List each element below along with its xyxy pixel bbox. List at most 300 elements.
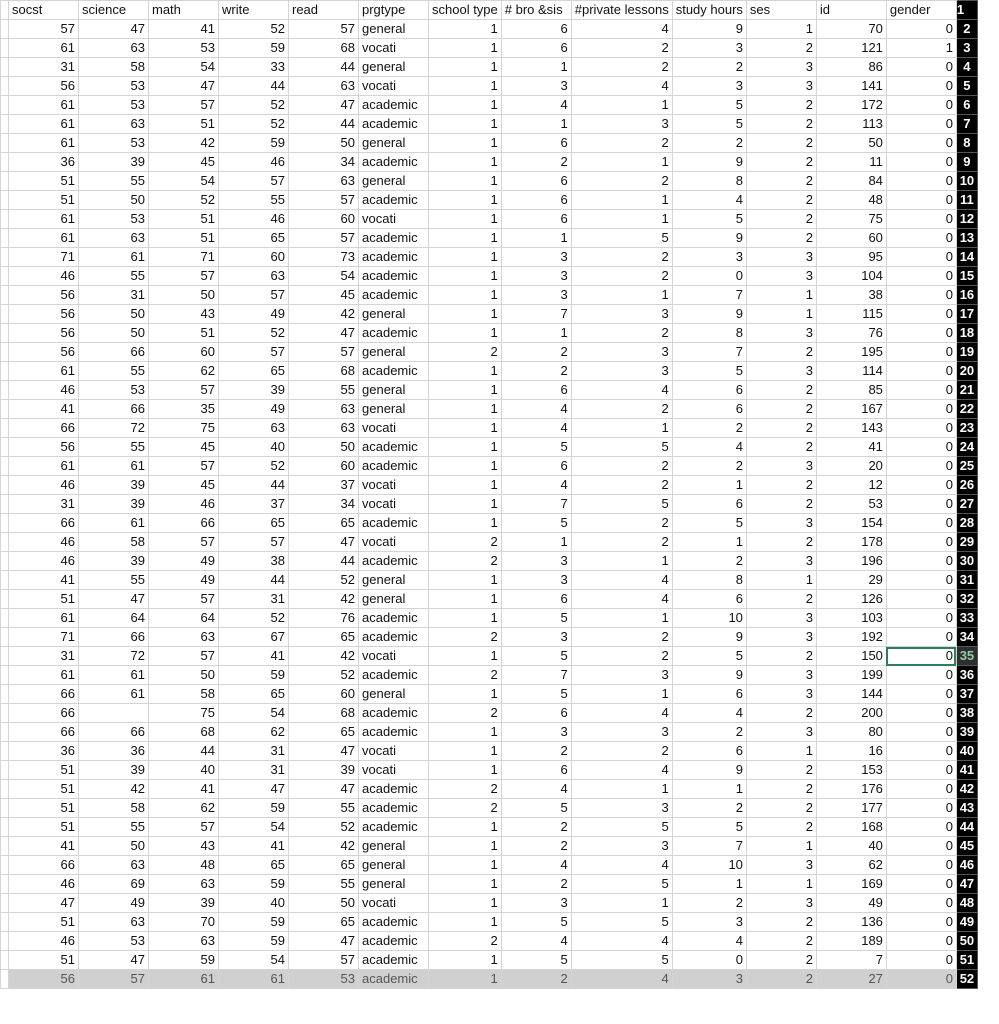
table-cell[interactable]: vocati <box>359 742 429 761</box>
table-cell[interactable]: 71 <box>9 248 79 267</box>
table-cell[interactable]: 58 <box>79 58 149 77</box>
row-number[interactable]: 17 <box>956 305 977 324</box>
table-cell[interactable]: 3 <box>746 685 816 704</box>
table-cell[interactable]: 41 <box>149 780 219 799</box>
table-cell[interactable]: 65 <box>219 685 289 704</box>
table-cell[interactable]: 52 <box>289 571 359 590</box>
table-cell[interactable]: 2 <box>571 647 672 666</box>
table-cell[interactable]: 7 <box>501 495 571 514</box>
table-cell[interactable]: academic <box>359 552 429 571</box>
table-cell[interactable]: 0 <box>886 970 956 989</box>
table-cell[interactable]: 5 <box>672 818 746 837</box>
table-cell[interactable]: 48 <box>816 191 886 210</box>
table-cell[interactable]: academic <box>359 96 429 115</box>
table-cell[interactable]: 5 <box>571 875 672 894</box>
table-cell[interactable]: 0 <box>886 780 956 799</box>
table-cell[interactable]: 63 <box>289 172 359 191</box>
table-cell[interactable]: 61 <box>79 514 149 533</box>
table-cell[interactable]: 50 <box>289 894 359 913</box>
table-cell[interactable]: 66 <box>9 704 79 723</box>
table-cell[interactable]: 36 <box>9 153 79 172</box>
table-cell[interactable]: 47 <box>79 590 149 609</box>
table-cell[interactable]: 65 <box>219 514 289 533</box>
table-cell[interactable]: 52 <box>219 609 289 628</box>
table-cell[interactable]: 1 <box>571 685 672 704</box>
table-cell[interactable]: 0 <box>886 685 956 704</box>
table-cell[interactable]: 57 <box>79 970 149 989</box>
table-cell[interactable]: 66 <box>9 514 79 533</box>
table-cell[interactable]: 1 <box>429 248 502 267</box>
table-cell[interactable]: 54 <box>219 951 289 970</box>
row-number[interactable]: 32 <box>956 590 977 609</box>
table-cell[interactable]: 1 <box>429 134 502 153</box>
row-number[interactable]: 13 <box>956 229 977 248</box>
table-cell[interactable]: 56 <box>9 77 79 96</box>
table-cell[interactable]: 1 <box>429 837 502 856</box>
table-cell[interactable]: 44 <box>289 552 359 571</box>
table-cell[interactable]: 60 <box>289 457 359 476</box>
table-cell[interactable]: 1 <box>571 780 672 799</box>
table-cell[interactable]: 49 <box>149 552 219 571</box>
table-cell[interactable]: 57 <box>149 590 219 609</box>
table-cell[interactable]: 59 <box>219 39 289 58</box>
table-cell[interactable]: 5 <box>672 210 746 229</box>
table-cell[interactable]: 0 <box>672 951 746 970</box>
table-cell[interactable]: 51 <box>9 172 79 191</box>
table-cell[interactable]: 2 <box>571 742 672 761</box>
table-cell[interactable]: general <box>359 685 429 704</box>
table-cell[interactable]: 1 <box>429 96 502 115</box>
column-header[interactable]: math <box>149 1 219 20</box>
table-cell[interactable]: 59 <box>149 951 219 970</box>
table-cell[interactable]: 49 <box>219 305 289 324</box>
table-cell[interactable]: 0 <box>886 96 956 115</box>
table-cell[interactable]: 3 <box>501 894 571 913</box>
table-cell[interactable]: 47 <box>219 780 289 799</box>
table-cell[interactable]: 47 <box>289 742 359 761</box>
table-cell[interactable]: 2 <box>571 533 672 552</box>
table-cell[interactable]: 2 <box>501 970 571 989</box>
table-cell[interactable]: 51 <box>149 229 219 248</box>
table-cell[interactable]: 41 <box>9 400 79 419</box>
table-cell[interactable]: 54 <box>149 58 219 77</box>
table-cell[interactable]: 1 <box>429 571 502 590</box>
table-cell[interactable]: 196 <box>816 552 886 571</box>
table-cell[interactable]: 57 <box>9 20 79 39</box>
table-cell[interactable]: 4 <box>571 571 672 590</box>
table-cell[interactable]: 143 <box>816 419 886 438</box>
table-cell[interactable]: 34 <box>289 495 359 514</box>
row-number[interactable]: 31 <box>956 571 977 590</box>
table-cell[interactable]: 1 <box>746 742 816 761</box>
table-cell[interactable]: 0 <box>886 77 956 96</box>
table-cell[interactable]: 45 <box>149 438 219 457</box>
table-cell[interactable]: 37 <box>219 495 289 514</box>
table-cell[interactable]: 59 <box>219 913 289 932</box>
table-cell[interactable]: 2 <box>672 134 746 153</box>
table-cell[interactable]: 2 <box>746 419 816 438</box>
table-cell[interactable]: 53 <box>79 134 149 153</box>
table-cell[interactable]: 5 <box>501 647 571 666</box>
table-cell[interactable]: 7 <box>816 951 886 970</box>
table-cell[interactable]: 0 <box>886 951 956 970</box>
table-cell[interactable]: 55 <box>289 875 359 894</box>
table-cell[interactable]: 2 <box>746 476 816 495</box>
table-cell[interactable]: 52 <box>219 20 289 39</box>
table-cell[interactable]: 41 <box>816 438 886 457</box>
row-number[interactable]: 35 <box>956 647 977 666</box>
table-cell[interactable]: 71 <box>9 628 79 647</box>
table-cell[interactable]: 0 <box>886 514 956 533</box>
table-cell[interactable]: 47 <box>289 533 359 552</box>
table-cell[interactable]: 2 <box>746 590 816 609</box>
table-cell[interactable]: 3 <box>571 115 672 134</box>
table-cell[interactable]: 3 <box>672 39 746 58</box>
table-cell[interactable]: 2 <box>571 400 672 419</box>
table-cell[interactable]: 1 <box>429 77 502 96</box>
table-cell[interactable]: 52 <box>289 818 359 837</box>
table-cell[interactable]: 5 <box>501 438 571 457</box>
table-cell[interactable]: 1 <box>746 305 816 324</box>
table-cell[interactable]: 0 <box>886 837 956 856</box>
table-cell[interactable]: 84 <box>816 172 886 191</box>
row-number[interactable]: 1 <box>956 1 977 20</box>
table-cell[interactable]: 41 <box>149 20 219 39</box>
table-cell[interactable]: 5 <box>672 362 746 381</box>
row-number[interactable]: 28 <box>956 514 977 533</box>
table-cell[interactable]: 76 <box>816 324 886 343</box>
table-cell[interactable]: 0 <box>886 20 956 39</box>
table-cell[interactable]: 2 <box>501 362 571 381</box>
table-cell[interactable]: 3 <box>672 248 746 267</box>
table-cell[interactable]: 1 <box>886 39 956 58</box>
row-number[interactable]: 47 <box>956 875 977 894</box>
table-cell[interactable]: 1 <box>429 286 502 305</box>
row-number[interactable]: 11 <box>956 191 977 210</box>
table-cell[interactable]: 1 <box>571 609 672 628</box>
table-cell[interactable]: 3 <box>571 305 672 324</box>
table-cell[interactable]: 3 <box>571 343 672 362</box>
table-cell[interactable]: 68 <box>289 39 359 58</box>
row-number[interactable]: 51 <box>956 951 977 970</box>
table-cell[interactable]: 63 <box>289 419 359 438</box>
table-cell[interactable]: 66 <box>9 685 79 704</box>
table-cell[interactable]: 6 <box>501 172 571 191</box>
table-cell[interactable]: 3 <box>501 571 571 590</box>
table-cell[interactable]: 51 <box>149 210 219 229</box>
table-cell[interactable]: academic <box>359 799 429 818</box>
table-cell[interactable]: 63 <box>289 400 359 419</box>
table-cell[interactable]: 3 <box>746 514 816 533</box>
table-cell[interactable]: 50 <box>79 191 149 210</box>
row-number[interactable]: 42 <box>956 780 977 799</box>
table-cell[interactable]: 4 <box>571 970 672 989</box>
table-cell[interactable]: 44 <box>219 571 289 590</box>
table-cell[interactable]: 195 <box>816 343 886 362</box>
table-cell[interactable]: 34 <box>289 153 359 172</box>
table-cell[interactable]: 3 <box>501 267 571 286</box>
table-cell[interactable]: 63 <box>79 39 149 58</box>
table-cell[interactable]: 57 <box>149 96 219 115</box>
table-cell[interactable]: 40 <box>219 438 289 457</box>
table-cell[interactable]: 31 <box>9 495 79 514</box>
table-cell[interactable]: 6 <box>672 381 746 400</box>
table-cell[interactable]: 56 <box>9 305 79 324</box>
table-cell[interactable]: 1 <box>429 191 502 210</box>
table-cell[interactable]: general <box>359 571 429 590</box>
table-cell[interactable]: 4 <box>571 77 672 96</box>
table-cell[interactable]: 0 <box>886 210 956 229</box>
table-cell[interactable]: 63 <box>149 875 219 894</box>
table-cell[interactable]: 44 <box>289 115 359 134</box>
table-cell[interactable]: 2 <box>672 894 746 913</box>
table-cell[interactable]: 54 <box>219 704 289 723</box>
table-cell[interactable]: 50 <box>289 438 359 457</box>
table-cell[interactable]: 5 <box>571 818 672 837</box>
row-number[interactable]: 46 <box>956 856 977 875</box>
table-cell[interactable]: 56 <box>9 324 79 343</box>
table-cell[interactable]: 2 <box>746 970 816 989</box>
table-cell[interactable]: 71 <box>149 248 219 267</box>
table-cell[interactable]: 104 <box>816 267 886 286</box>
table-cell[interactable]: academic <box>359 970 429 989</box>
table-cell[interactable]: 0 <box>886 894 956 913</box>
table-cell[interactable]: 45 <box>149 476 219 495</box>
table-cell[interactable]: 2 <box>746 913 816 932</box>
table-cell[interactable]: 2 <box>746 115 816 134</box>
table-cell[interactable]: 2 <box>746 39 816 58</box>
table-cell[interactable]: academic <box>359 115 429 134</box>
table-cell[interactable]: 0 <box>886 191 956 210</box>
table-cell[interactable]: 3 <box>571 666 672 685</box>
table-cell[interactable]: 5 <box>672 115 746 134</box>
table-cell[interactable]: 1 <box>571 286 672 305</box>
table-cell[interactable]: 57 <box>219 343 289 362</box>
table-cell[interactable]: 40 <box>149 761 219 780</box>
table-cell[interactable]: general <box>359 172 429 191</box>
table-cell[interactable]: 47 <box>289 96 359 115</box>
row-header-spacer[interactable] <box>1 1 9 20</box>
table-cell[interactable]: 2 <box>571 248 672 267</box>
table-cell[interactable]: 59 <box>219 666 289 685</box>
table-cell[interactable]: 67 <box>219 628 289 647</box>
table-cell[interactable]: 51 <box>9 951 79 970</box>
table-cell[interactable]: 58 <box>149 685 219 704</box>
table-cell[interactable]: 0 <box>886 495 956 514</box>
table-cell[interactable]: 61 <box>149 970 219 989</box>
table-cell[interactable]: 2 <box>501 343 571 362</box>
table-cell[interactable]: 48 <box>149 856 219 875</box>
table-cell[interactable]: 2 <box>501 875 571 894</box>
table-cell[interactable]: 57 <box>219 172 289 191</box>
row-number[interactable]: 22 <box>956 400 977 419</box>
table-cell[interactable]: 52 <box>149 191 219 210</box>
table-cell[interactable]: 169 <box>816 875 886 894</box>
table-cell[interactable]: vocati <box>359 39 429 58</box>
table-cell[interactable]: vocati <box>359 210 429 229</box>
table-cell[interactable]: 5 <box>501 609 571 628</box>
table-cell[interactable]: 9 <box>672 305 746 324</box>
table-cell[interactable]: 0 <box>886 799 956 818</box>
table-cell[interactable]: 192 <box>816 628 886 647</box>
table-cell[interactable]: academic <box>359 324 429 343</box>
table-cell[interactable]: 2 <box>746 191 816 210</box>
table-cell[interactable]: 2 <box>571 457 672 476</box>
table-cell[interactable]: 60 <box>289 685 359 704</box>
row-number[interactable]: 50 <box>956 932 977 951</box>
table-cell[interactable]: 41 <box>9 837 79 856</box>
table-cell[interactable]: 31 <box>219 590 289 609</box>
row-number[interactable]: 48 <box>956 894 977 913</box>
table-cell[interactable]: 136 <box>816 913 886 932</box>
table-cell[interactable]: 0 <box>886 647 956 666</box>
table-cell[interactable]: 1 <box>746 20 816 39</box>
table-cell[interactable]: 59 <box>219 875 289 894</box>
table-cell[interactable]: 31 <box>219 761 289 780</box>
row-number[interactable]: 7 <box>956 115 977 134</box>
table-cell[interactable]: 95 <box>816 248 886 267</box>
column-header[interactable]: id <box>816 1 886 20</box>
table-cell[interactable]: 55 <box>79 438 149 457</box>
table-cell[interactable]: 56 <box>9 438 79 457</box>
table-cell[interactable]: 8 <box>672 172 746 191</box>
table-cell[interactable]: 56 <box>9 343 79 362</box>
table-cell[interactable]: 42 <box>289 647 359 666</box>
table-cell[interactable]: 1 <box>501 229 571 248</box>
table-cell[interactable]: 49 <box>219 400 289 419</box>
table-cell[interactable]: 2 <box>746 932 816 951</box>
table-cell[interactable]: 4 <box>501 96 571 115</box>
column-header[interactable]: write <box>219 1 289 20</box>
table-cell[interactable]: 43 <box>149 837 219 856</box>
row-number[interactable]: 21 <box>956 381 977 400</box>
table-cell[interactable]: 55 <box>79 172 149 191</box>
table-cell[interactable]: 61 <box>9 115 79 134</box>
table-cell[interactable]: 51 <box>9 913 79 932</box>
table-cell[interactable]: 70 <box>149 913 219 932</box>
table-cell[interactable]: 49 <box>149 571 219 590</box>
table-cell[interactable]: 0 <box>886 552 956 571</box>
table-cell[interactable]: 0 <box>672 267 746 286</box>
table-cell[interactable]: 2 <box>429 780 502 799</box>
table-cell[interactable]: 39 <box>149 894 219 913</box>
table-cell[interactable]: academic <box>359 248 429 267</box>
table-cell[interactable]: 1 <box>429 875 502 894</box>
table-cell[interactable]: 5 <box>571 229 672 248</box>
table-cell[interactable]: 10 <box>672 609 746 628</box>
table-cell[interactable]: 2 <box>571 628 672 647</box>
table-cell[interactable]: 41 <box>9 571 79 590</box>
table-cell[interactable]: 58 <box>79 799 149 818</box>
table-cell[interactable]: 4 <box>571 704 672 723</box>
table-cell[interactable]: 4 <box>672 438 746 457</box>
table-cell[interactable]: 2 <box>429 799 502 818</box>
table-cell[interactable]: 42 <box>289 305 359 324</box>
table-cell[interactable]: 4 <box>501 856 571 875</box>
table-cell[interactable]: 57 <box>149 381 219 400</box>
table-cell[interactable]: 1 <box>571 191 672 210</box>
table-cell[interactable]: 65 <box>289 723 359 742</box>
table-cell[interactable]: 0 <box>886 381 956 400</box>
table-cell[interactable]: 2 <box>746 210 816 229</box>
table-cell[interactable]: general <box>359 875 429 894</box>
table-cell[interactable]: 2 <box>672 419 746 438</box>
table-cell[interactable]: 0 <box>886 229 956 248</box>
table-cell[interactable]: 42 <box>149 134 219 153</box>
table-cell[interactable]: 3 <box>501 286 571 305</box>
row-number[interactable]: 10 <box>956 172 977 191</box>
table-cell[interactable]: 66 <box>79 400 149 419</box>
table-cell[interactable]: 0 <box>886 856 956 875</box>
table-cell[interactable]: 6 <box>501 39 571 58</box>
table-cell[interactable]: 154 <box>816 514 886 533</box>
table-cell[interactable]: 66 <box>9 856 79 875</box>
table-cell[interactable]: academic <box>359 704 429 723</box>
table-cell[interactable]: 1 <box>429 856 502 875</box>
table-cell[interactable]: 4 <box>571 856 672 875</box>
table-cell[interactable]: 47 <box>79 951 149 970</box>
table-cell[interactable]: 51 <box>149 115 219 134</box>
table-cell[interactable]: 72 <box>79 419 149 438</box>
table-cell[interactable]: 61 <box>9 210 79 229</box>
column-header[interactable]: school type <box>429 1 502 20</box>
table-cell[interactable]: 57 <box>289 343 359 362</box>
table-cell[interactable]: 61 <box>9 229 79 248</box>
table-cell[interactable]: 40 <box>219 894 289 913</box>
table-cell[interactable]: 0 <box>886 438 956 457</box>
table-cell[interactable]: 0 <box>886 590 956 609</box>
table-cell[interactable]: general <box>359 58 429 77</box>
table-cell[interactable]: 63 <box>79 913 149 932</box>
table-cell[interactable]: 31 <box>79 286 149 305</box>
table-cell[interactable]: 113 <box>816 115 886 134</box>
table-cell[interactable]: vocati <box>359 77 429 96</box>
table-cell[interactable]: 61 <box>9 457 79 476</box>
table-cell[interactable]: 46 <box>9 932 79 951</box>
table-cell[interactable]: 2 <box>746 799 816 818</box>
table-cell[interactable]: 1 <box>429 514 502 533</box>
table-cell[interactable]: 2 <box>429 628 502 647</box>
table-cell[interactable]: 7 <box>672 837 746 856</box>
table-cell[interactable]: 1 <box>429 590 502 609</box>
table-cell[interactable]: 2 <box>672 799 746 818</box>
table-cell[interactable]: general <box>359 134 429 153</box>
table-cell[interactable]: 45 <box>149 153 219 172</box>
table-cell[interactable]: 57 <box>289 229 359 248</box>
table-cell[interactable]: academic <box>359 951 429 970</box>
table-cell[interactable]: 39 <box>79 476 149 495</box>
table-cell[interactable]: vocati <box>359 761 429 780</box>
table-cell[interactable]: 52 <box>219 115 289 134</box>
table-cell[interactable]: 150 <box>816 647 886 666</box>
table-cell[interactable]: 3 <box>672 913 746 932</box>
row-number[interactable]: 9 <box>956 153 977 172</box>
table-cell[interactable]: academic <box>359 286 429 305</box>
table-cell[interactable]: 6 <box>501 20 571 39</box>
table-cell[interactable]: 1 <box>429 495 502 514</box>
table-cell[interactable]: 2 <box>429 932 502 951</box>
table-cell[interactable]: 68 <box>149 723 219 742</box>
table-cell[interactable]: 2 <box>746 818 816 837</box>
row-number[interactable]: 33 <box>956 609 977 628</box>
table-cell[interactable]: 40 <box>816 837 886 856</box>
table-cell[interactable]: general <box>359 590 429 609</box>
table-cell[interactable]: 51 <box>149 324 219 343</box>
table-cell[interactable]: 3 <box>746 457 816 476</box>
table-cell[interactable]: 63 <box>79 115 149 134</box>
table-cell[interactable]: 4 <box>571 20 672 39</box>
table-cell[interactable]: 115 <box>816 305 886 324</box>
